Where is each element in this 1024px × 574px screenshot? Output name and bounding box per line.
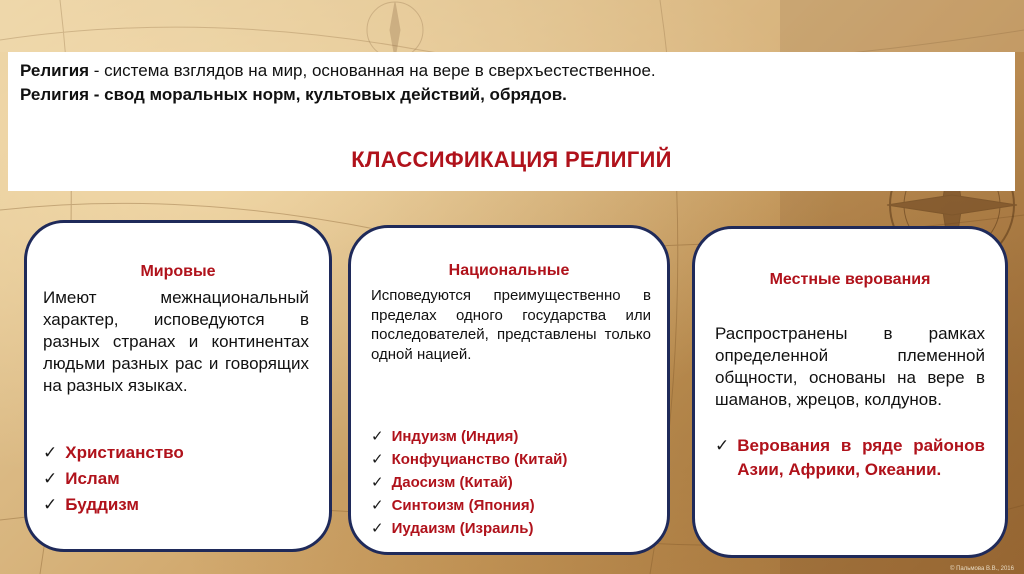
definitions-panel xyxy=(8,52,1015,191)
card-heading: Национальные xyxy=(448,262,570,279)
definition-term: Религия xyxy=(20,61,90,80)
card-heading: Местные верования xyxy=(769,271,931,288)
checkmark-icon: ✓ xyxy=(371,451,384,468)
list-item: ✓ Иудаизм (Израиль) xyxy=(371,520,534,537)
checkmark-icon: ✓ xyxy=(715,436,730,455)
religion-list xyxy=(43,440,184,518)
checkmark-icon: ✓ xyxy=(43,495,58,514)
page-title: КЛАССИФИКАЦИЯ РЕЛИГИЙ xyxy=(351,147,672,172)
checkmark-icon: ✓ xyxy=(371,428,384,445)
checkmark-icon: ✓ xyxy=(43,443,58,462)
checkmark-icon: ✓ xyxy=(371,474,384,491)
definition-term: Религия - свод моральных норм, культовых действий, обрядов. xyxy=(20,85,567,104)
list-item: ✓ Даосизм (Китай) xyxy=(371,474,513,491)
religion-list xyxy=(371,425,567,540)
card-local-beliefs xyxy=(692,226,1008,558)
definition-text: - система взглядов на мир, основанная на вере в сверхъестественное. xyxy=(89,61,656,80)
card-description: Имеют межнациональный характер, исповедуются в разных странах и континентах людьми разных рас и говорящих на разных языках. xyxy=(43,288,309,395)
list-item: Верования в ряде районов Азии, Африки, Океании. xyxy=(737,436,985,479)
checkmark-icon: ✓ xyxy=(371,497,384,514)
list-item: ✓ Конфуцианство (Китай) xyxy=(371,451,568,468)
list-item: ✓ Синтоизм (Япония) xyxy=(371,497,535,514)
list-item: ✓ Индуизм (Индия) xyxy=(371,428,519,445)
card-heading: Мировые xyxy=(140,263,216,280)
copyright-credit: © Пальмова В.В., 2016 xyxy=(950,566,1014,572)
list-item: ✓ Ислам xyxy=(43,469,120,488)
checkmark-icon: ✓ xyxy=(371,520,384,537)
definition-line-1 xyxy=(20,61,656,81)
card-world-religions xyxy=(24,220,332,552)
checkmark-icon: ✓ xyxy=(43,469,58,488)
religion-list xyxy=(715,434,985,482)
card-description: Исповедуются преимущественно в пределах одного государства или последователей, представлены только одной нацией. xyxy=(371,287,651,363)
card-national-religions xyxy=(348,225,670,555)
definition-line-2 xyxy=(20,85,567,105)
list-item: ✓ Христианство xyxy=(43,443,184,462)
card-description: Распространены в рамках определенной племенной общности, основаны на вере в шаманов, жрецов, колдунов. xyxy=(715,324,985,409)
list-item: ✓ Буддизм xyxy=(43,495,139,514)
